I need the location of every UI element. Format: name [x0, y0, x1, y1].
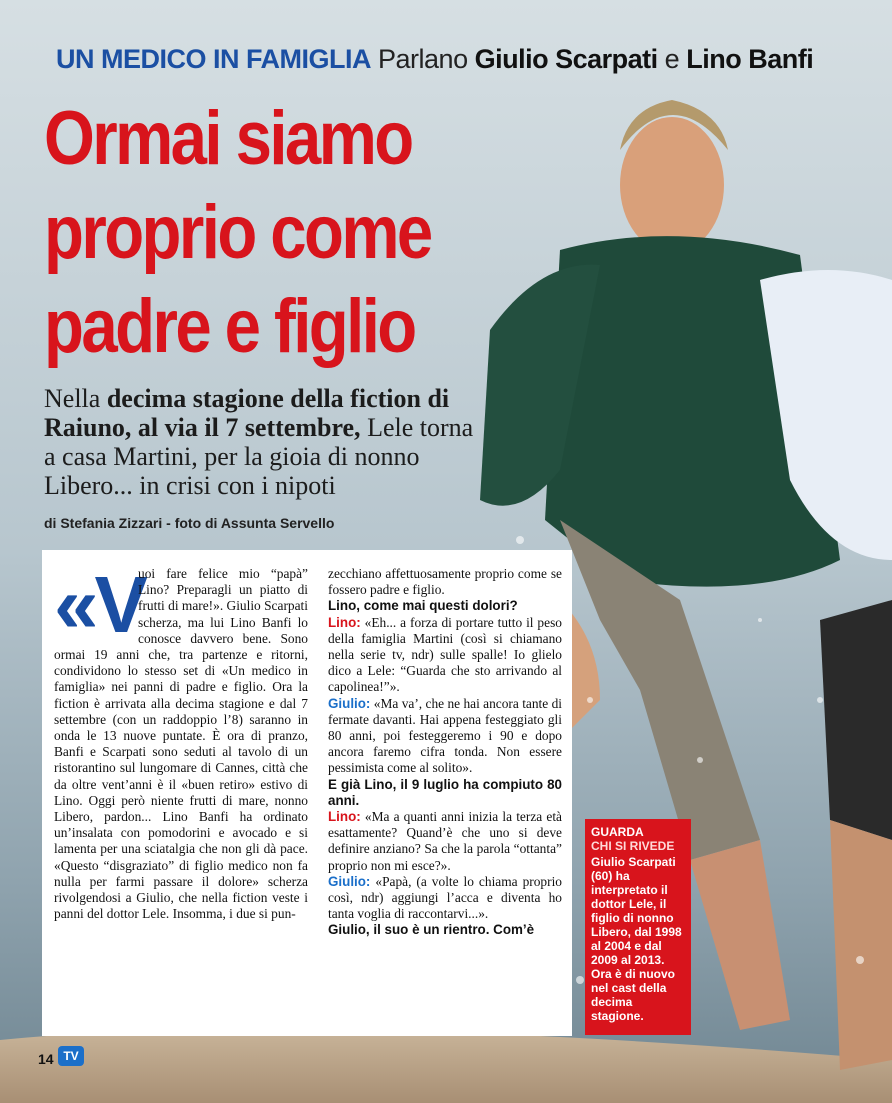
- standfirst-rest: Lele torna a casa Martini, per la gioia di nonno Libero... in crisi con i nipoti: [44, 413, 474, 500]
- kicker-parlano: Parlano: [378, 44, 468, 74]
- speaker-lino: Lino:: [328, 809, 361, 825]
- speaker-giulio: Giulio:: [328, 873, 371, 889]
- headline-line-2: proprio come: [44, 190, 431, 275]
- standfirst-intro: Nella: [44, 384, 101, 413]
- caption-title-1: GUARDA: [591, 825, 644, 839]
- interview-question: E già Lino, il 9 luglio ha compiuto 80 anni.: [328, 776, 562, 808]
- article-paragraph: uoi fare felice mio “papà” Lino? Preparagli un piatto di frutti di mare!». Giulio Scarpati scherza, ma lui Lino Banfi lo conosce davvero bene. Sono ormai 19 anni che, tra partenze e ritorni, condividono lo stesso set di «Un medico in famiglia» nei panni di padre e figlio. Ora la fiction è arrivata alla decima stagione e dal 7 settembre (con un raddoppio l’8) saranno in onda le 13 nuove puntate. È ora di pranzo, Banfi e Scarpati sono seduti al tavolo di un ristorantino sul lungomare di Cannes, città che da oltre vent’anni è il «buen retiro» estivo di Lino. Oggi però niente frutti di mare, nonno Libero, pardon... Lino Banfi ha ordinato un’insalata con pomodorini e avocado e si lamenta per una sciatalgia che non gli dà pace. «Questo “disgraziato” di figlio medico non fa nulla per farmi passare il dolore» scherza rivolgendosi a Giulio, che nella fiction veste i panni del dottor Lele. Insomma, i due si pun-: [54, 566, 308, 922]
- kicker-name-2: Lino Banfi: [686, 44, 814, 74]
- article-column-1: [54, 560, 308, 922]
- tv-logo-icon: TV: [58, 1046, 84, 1066]
- answer-text: «Eh... a forza di portare tutto il peso della famiglia Martini (così si chiamano nella serie tv, ndr) sulle spalle! Io glielo dico a Lele: “Guarda che sto arrivando al capolinea!”».: [328, 614, 562, 695]
- caption-title-2: CHI SI RIVEDE: [591, 839, 675, 853]
- byline: di Stefania Zizzari - foto di Assunta Servello: [44, 515, 335, 531]
- interview-question: Giulio, il suo è un rientro. Com’è: [328, 922, 535, 938]
- answer-text: «Papà, (a volte lo chiama proprio così, ndr) aggiungi l’acca e diventa ho tanta voglia di raccontarvi...».: [328, 873, 562, 922]
- article-text-box: [42, 550, 572, 1036]
- answer-text: «Ma a quanti anni inizia la terza età esattamente? Quand’è che uno si deve definire anziano? Sa che la parola “ottanta” proprio non mi esce?».: [328, 809, 562, 873]
- headline-line-1: Ormai siamo: [44, 96, 412, 181]
- kicker: [56, 44, 813, 75]
- interview-question: Lino, come mai questi dolori?: [328, 598, 518, 614]
- photo-caption-box: [585, 819, 691, 1035]
- speaker-lino: Lino:: [328, 614, 361, 630]
- standfirst: [44, 384, 474, 500]
- headline: [44, 92, 431, 374]
- article-column-2: [328, 566, 562, 939]
- headline-line-3: padre e figlio: [44, 284, 415, 369]
- caption-text: Giulio Scarpati (60) ha interpretato il dottor Lele, il figlio di nonno Libero, dal 1998 al 2004 e dal 2009 al 2013. Ora è di nuovo nel cast della decima stagione.: [591, 855, 682, 1023]
- drop-cap: «V: [54, 560, 144, 649]
- speaker-giulio: Giulio:: [328, 695, 371, 711]
- article-paragraph: zecchiano affettuosamente proprio come se fossero padre e figlio.: [328, 566, 562, 598]
- standfirst-bold: decima stagione della fiction di Raiuno, al via il 7 settembre,: [44, 384, 450, 442]
- kicker-series-title: UN MEDICO IN FAMIGLIA: [56, 44, 371, 74]
- kicker-name-1: Giulio Scarpati: [474, 44, 658, 74]
- answer-text: «Ma va’, che ne hai ancora tante di fermate davanti. Hai appena festeggiato gli 80 anni, poi festeggeremo i 90 e dopo ancora faremo cifra tonda. Non essere pessimista come al solito».: [328, 695, 562, 776]
- kicker-and: e: [664, 44, 680, 74]
- page-number: 14: [38, 1051, 54, 1067]
